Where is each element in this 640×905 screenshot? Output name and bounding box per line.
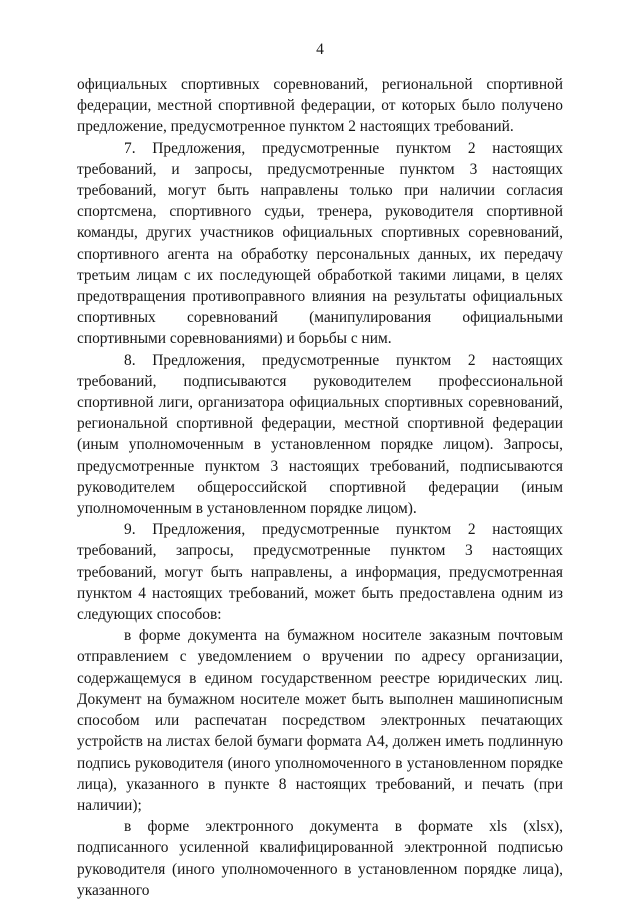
paragraph-continuation: официальных спортивных соревнований, региональной спортивной федерации, местной спортивной федерации, от которых было получено предложение, предусмотренное пунктом 2 настоящих требований. [77,76,563,136]
document-body [77,74,563,901]
paragraph-item-8: 8. Предложения, предусмотренные пунктом 2 настоящих требований, подписываются руководителем профессиональной спортивной лиги, организатора официальных спортивных соревнований, региональной спортивной федерации, местной спортивной федерации (иным уполномоченным в установленном порядке лицом). Запросы, предусмотренные пунктом 3 настоящих требований, подписываются руководителем общероссийской спортивной федерации (иным уполномоченным в установленном порядке лицом). [77,351,563,518]
paragraph-item-9-paper-method: в форме документа на бумажном носителе заказным почтовым отправлением с уведомлением о вручении по адресу организации, содержащемуся в едином государственном реестре юридических лиц. Документ на бумажном носителе может быть выполнен машинописным способом или распечатан посредством электронных печатающих устройств на листах белой бумаги формата А4, должен иметь подлинную подпись руководителя (иного уполномоченного в установленном порядке лица), указанного в пункте 8 настоящих требований, и печать (при наличии); [77,627,563,814]
paragraph-item-7: 7. Предложения, предусмотренные пунктом 2 настоящих требований, и запросы, предусмотренные пунктом 3 настоящих требований, могут быть направлены только при наличии согласия спортсмена, спортивного судьи, тренера, руководителя спортивной команды, других участников официальных спортивных соревнований, спортивного агента на обработку персональных данных, их передачу третьим лицам с их последующей обработкой такими лицами, в целях предотвращения противоправного влияния на результаты официальных спортивных соревнований (манипулирования официальными спортивными соревнованиями) и борьбы с ним. [77,139,563,348]
paragraph-item-9-electronic-method: в форме электронного документа в формате xls (xlsx), подписанного усиленной квалифицированной электронной подписью руководителя (иного уполномоченного в установленном порядке лица), указанного [77,818,563,899]
paragraph-item-9: 9. Предложения, предусмотренные пунктом 2 настоящих требований, запросы, предусмотренные пунктом 3 настоящих требований, могут быть направлены, а информация, предусмотренная пунктом 4 настоящих требований, может быть предоставлена одним из следующих способов: [77,521,563,624]
page-number: 4 [316,41,324,58]
